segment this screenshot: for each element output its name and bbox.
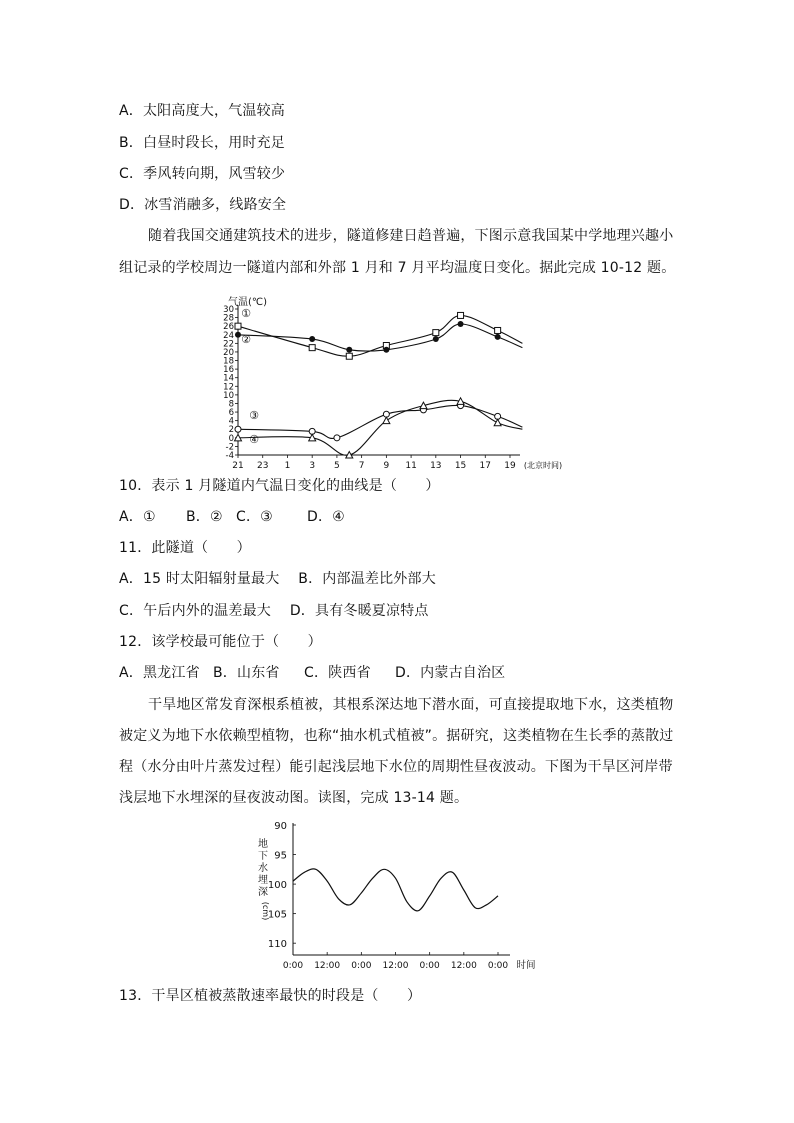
y-tick-label: -2 <box>225 442 234 453</box>
q11-stem: 11．此隧道（ ） <box>119 540 251 556</box>
dot-marker <box>433 336 439 342</box>
square-marker <box>346 353 352 359</box>
x-tick-label: 5 <box>334 461 340 470</box>
q12-option-b: B．山东省 <box>213 665 280 681</box>
groundwater-depth-chart <box>250 815 550 975</box>
y-tick-label: 22 <box>223 339 234 350</box>
x-tick-label: 1 <box>284 461 291 470</box>
passage1-line2: 组记录的学校周边一隧道内部和外部 1 月和 7 月平均温度日变化。据此完成 10-12 题。 <box>119 260 676 276</box>
passage2-line4: 浅层地下水埋深的昼夜波动图。读图，完成 13-14 题。 <box>119 790 469 806</box>
dot-marker <box>495 334 501 340</box>
dot-marker <box>383 347 389 353</box>
y-tick-label: 100 <box>267 880 287 892</box>
series-line-3 <box>238 405 522 438</box>
x-tick-label: 0:00 <box>351 961 372 971</box>
q11-options-line1: A．15 时太阳辐射量最大 B．内部温差比外部大 <box>119 571 436 587</box>
x-tick-label: 9 <box>383 461 390 470</box>
q12-options <box>119 663 505 683</box>
q9-option-c: C．季风转向期，风雪较少 <box>119 166 286 182</box>
x-tick-label: 11 <box>405 461 417 470</box>
q10-stem: 10．表示 1 月隧道内气温日变化的曲线是（ ） <box>119 478 440 494</box>
q12-option-d: D．内蒙古自治区 <box>395 665 506 681</box>
q10-option-d: D．④ <box>307 509 345 525</box>
series-label-2: ② <box>241 333 251 346</box>
x-tick-label: 0:00 <box>282 961 304 971</box>
y-tick-label: 14 <box>223 373 234 384</box>
x-tick-label: 7 <box>358 461 365 470</box>
y-tick-label: 16 <box>223 365 234 376</box>
y-tick-label: 18 <box>223 356 234 367</box>
q13-stem: 13．干旱区植被蒸散速率最快的时段是（ ） <box>119 988 422 1004</box>
passage1-line1: 随着我国交通建筑技术的进步，隧道修建日趋普遍，下图示意我国某中学地理兴趣小 <box>148 228 674 244</box>
series-line-4 <box>238 400 522 455</box>
q12-stem: 12．该学校最可能位于（ ） <box>119 634 322 650</box>
q12-option-c: C．陕西省 <box>304 665 371 681</box>
x-tick-label: 13 <box>430 461 442 470</box>
triangle-marker <box>494 419 501 426</box>
y-tick-label: 10 <box>223 390 234 401</box>
x-tick-label: 21 <box>232 461 244 470</box>
circle-marker <box>334 435 340 441</box>
y-tick-label: 28 <box>223 313 234 324</box>
y-tick-label: 20 <box>223 347 234 358</box>
q10-options <box>119 507 345 527</box>
x-tick-label: 17 <box>479 461 491 470</box>
y-axis-label: 地下水埋深 <box>258 839 268 898</box>
y-axis-unit: (cm) <box>261 901 270 921</box>
x-tick-label: 12:00 <box>450 961 477 971</box>
q10-option-c: C．③ <box>236 509 273 525</box>
series-label-3: ③ <box>249 409 259 422</box>
x-tick-label: 0:00 <box>419 961 440 971</box>
square-marker <box>235 323 241 329</box>
circle-marker <box>235 426 241 432</box>
x-tick-label: 15 <box>454 461 467 470</box>
square-marker <box>433 330 439 336</box>
y-tick-label: 24 <box>223 330 234 341</box>
dot-marker <box>346 347 352 353</box>
y-tick-label: 8 <box>228 399 234 410</box>
y-tick-label: 6 <box>228 408 234 419</box>
x-tick-label: 12:00 <box>314 961 341 971</box>
tunnel-temperature-chart <box>220 295 575 470</box>
q10-option-a: A．① <box>119 509 156 525</box>
q10-option-b: B．② <box>186 509 223 525</box>
y-tick-label: 26 <box>223 322 234 333</box>
dot-marker <box>458 321 464 327</box>
series-label-1: ① <box>241 307 251 320</box>
y-tick-label: 110 <box>267 939 287 951</box>
x-tick-label: 23 <box>257 461 269 470</box>
y-tick-label: 0 <box>228 433 234 444</box>
series-label-4: ④ <box>249 433 259 446</box>
triangle-marker <box>383 417 390 424</box>
x-axis-label: (北京时间) <box>523 461 563 470</box>
y-tick-label: 12 <box>223 382 234 393</box>
passage2-line3: 程（水分由叶片蒸发过程）能引起浅层地下水位的周期性昼夜波动。下图为干旱区河岸带 <box>119 759 673 775</box>
q9-option-b: B．白昼时段长，用时充足 <box>119 135 286 151</box>
passage2-line1: 干旱地区常发育深根系植被，其根系深达地下潜水面，可直接提取地下水，这类植物 <box>148 697 674 713</box>
square-marker <box>495 327 501 333</box>
y-tick-label: 30 <box>223 305 234 315</box>
square-marker <box>309 345 315 351</box>
q12-option-a: A．黑龙江省 <box>119 665 200 681</box>
groundwater-curve <box>293 869 498 911</box>
q9-option-a: A．太阳高度大，气温较高 <box>119 103 285 119</box>
y-tick-label: 4 <box>228 416 234 427</box>
y-tick-label: 95 <box>274 850 287 862</box>
y-axis-label: 气温(℃) <box>228 297 268 308</box>
x-tick-label: 0:00 <box>487 961 509 971</box>
x-tick-label: 12:00 <box>382 961 409 971</box>
y-tick-label: 90 <box>274 821 287 832</box>
x-tick-label: 3 <box>309 461 316 470</box>
y-tick-label: 2 <box>228 425 234 436</box>
square-marker <box>458 312 464 318</box>
q9-option-d: D．冰雪消融多，线路安全 <box>119 197 287 213</box>
y-tick-label: -4 <box>225 451 234 461</box>
x-tick-label: 19 <box>504 461 516 470</box>
dot-marker <box>309 336 315 342</box>
passage2-line2: 被定义为地下水依赖型植物，也称“抽水机式植被”。据研究，这类植物在生长季的蒸散过 <box>119 728 674 744</box>
y-tick-label: 105 <box>267 909 287 921</box>
x-axis-label: 时间 <box>516 960 536 971</box>
q11-options-line2: C．午后内外的温差最大 D．具有冬暖夏凉特点 <box>119 603 429 619</box>
